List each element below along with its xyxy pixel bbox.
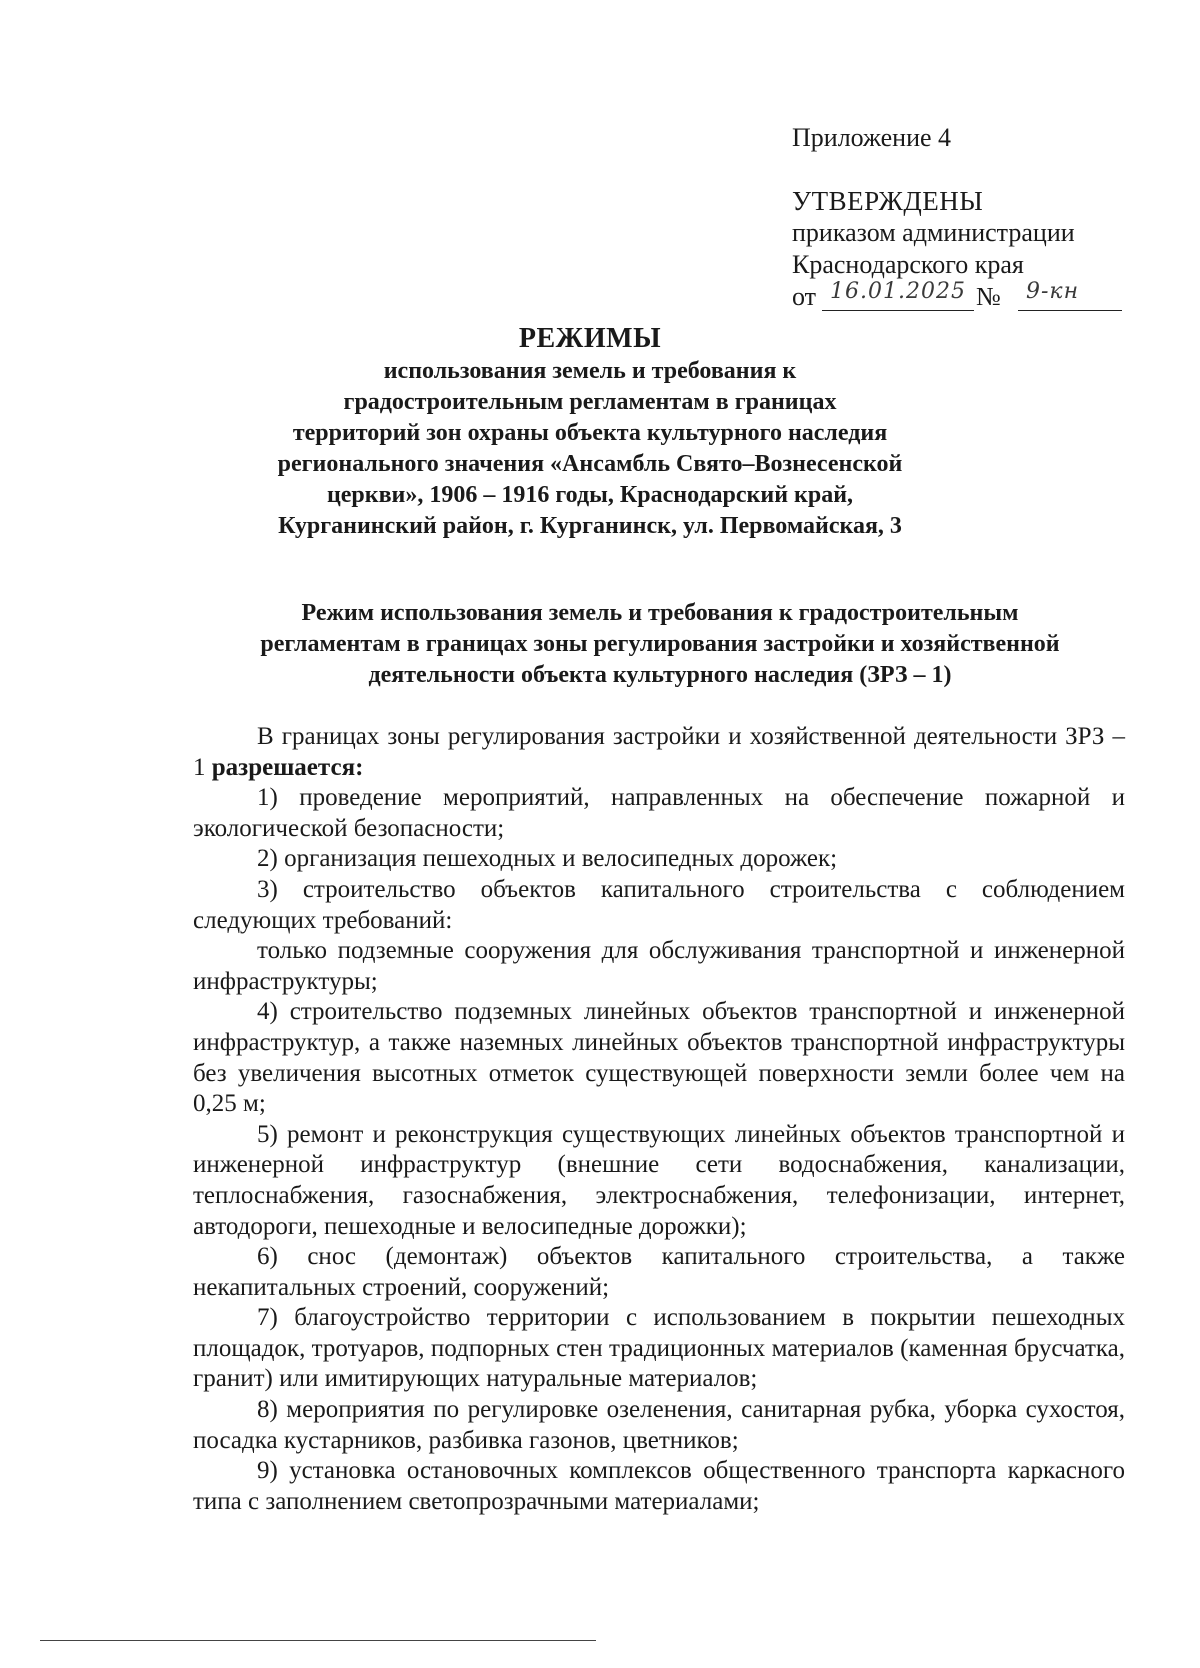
list-item: 7) благоустройство территории с использованием в покрытии пешеходных площадок, тротуаров, подпорных стен традиционных материалов (каменная брусчатка, гранит) или имитирующих натуральные материалов;	[193, 1304, 1125, 1393]
list-item: 2) организация пешеходных и велосипедных дорожек;	[257, 845, 838, 873]
list-item: 4) строительство подземных линейных объектов транспортной и инженерной инфраструктур, а также наземных линейных объектов транспортной инфраструктуры без увеличения высотных отметок существующей поверхности земли более чем на 0,25 м;	[193, 998, 1125, 1118]
title-line: территорий зон охраны объекта культурного наследия	[292, 420, 888, 446]
handwritten-number: 9-кн	[1026, 279, 1080, 304]
title-main: РЕЖИМЫ	[518, 323, 662, 354]
list-item: 6) снос (демонтаж) объектов капитального строительства, а также некапитальных строений, сооружений;	[193, 1243, 1125, 1301]
list-item: 1) проведение мероприятий, направленных на обеспечение пожарной и экологической безопасности;	[193, 784, 1125, 842]
list-item: 8) мероприятия по регулировке озеленения, санитарная рубка, уборка сухостоя, посадка кустарников, разбивка газонов, цветников;	[193, 1396, 1125, 1454]
number-blank	[1018, 279, 1122, 311]
list-item: только подземные сооружения для обслуживания транспортной и инженерной инфраструктуры;	[193, 937, 1125, 995]
list-item: 3) строительство объектов капитального строительства с соблюдением следующих требований:	[193, 875, 1125, 934]
body-text	[193, 722, 1125, 1517]
intro-paragraph	[193, 722, 1125, 783]
approval-line-2: Краснодарского края	[792, 250, 1024, 279]
title-line: регионального значения «Ансамбль Свято–Вознесенской	[277, 451, 903, 477]
section-heading-line: регламентам в границах зоны регулирования застройки и хозяйственной	[260, 631, 1060, 657]
title-line: использования земель и требования к	[383, 358, 797, 384]
footnote-divider	[40, 1640, 596, 1641]
date-blank	[822, 279, 974, 311]
appendix-label: Приложение 4	[792, 123, 952, 152]
from-label: от	[792, 282, 817, 311]
approved-label: УТВЕРЖДЕНЫ	[792, 186, 984, 216]
section-heading	[190, 598, 1130, 691]
section-heading-line: деятельности объекта культурного наследия (ЗРЗ – 1)	[368, 662, 952, 688]
title-line: градостроительным регламентам в границах	[343, 389, 837, 415]
title-line: церкви», 1906 – 1916 годы, Краснодарский край,	[326, 482, 854, 508]
list-item: 5) ремонт и реконструкция существующих линейных объектов транспортной и инженерной инфраструктур (внешние сети водоснабжения, канализации, теплоснабжения, газоснабжения, электроснабжения, телефонизации, интернет, автодороги, пешеходные и велосипедные дорожки);	[193, 1120, 1125, 1240]
intro-bold: разрешается:	[211, 753, 364, 781]
title-line: Курганинский район, г. Курганинск, ул. Первомайская, 3	[278, 513, 902, 539]
list-item: 9) установка остановочных комплексов общественного транспорта каркасного типа с заполнением светопрозрачными материалами;	[193, 1457, 1125, 1515]
approval-block	[792, 122, 1172, 313]
handwritten-date: 16.01.2025	[830, 279, 966, 304]
approval-date-number-row	[792, 281, 1172, 313]
section-heading-line: Режим использования земель и требования к градостроительным	[301, 600, 1019, 626]
intro-text: В границах зоны регулирования застройки и хозяйственной деятельности ЗРЗ – 1	[193, 723, 1125, 781]
document-title	[180, 322, 1000, 542]
number-label: №	[976, 282, 1001, 311]
approval-line-1: приказом администрации	[792, 218, 1075, 247]
